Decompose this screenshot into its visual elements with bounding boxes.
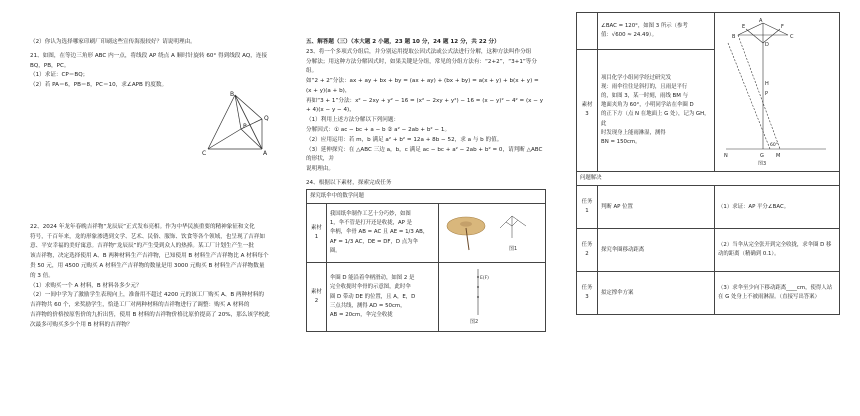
q23-part3: （3）延伸探究：在 △ABC 三边 a，b，c 满足 ac − bc + a² − 2ab + b² = 0，请判断 △ABC 的形状，并 — [306, 146, 543, 163]
middle-column — [306, 38, 546, 416]
material-3-line: 地面夹角为 60°，小明同学站在伞圈 D — [601, 102, 694, 109]
figure-3-caption: 图3 — [758, 161, 767, 165]
task-3-label: 任务3 — [577, 272, 598, 315]
triangle-figure — [30, 91, 285, 161]
q22-part2-line: （2）一间中学为了激励学生表现向上，准备用不超过 4200 元的该工厂购买 A、B 两种材料的 — [30, 292, 264, 299]
material-1-line: 伞柄，伞骨 AB = AC 且 AE = 1/3 AB， — [329, 229, 429, 236]
fig3-angle: 60° — [770, 143, 778, 148]
material-3-line: 的，如图 3，某一时刻，雨线 BM 与 — [601, 92, 688, 99]
material-2-text — [326, 263, 438, 332]
material-2-line: 伞圈 D 能沿着伞柄滑动，如图 2 是 — [329, 275, 415, 282]
q22-part2-line: 吉祥物共 60 个，来奖励学生，恰逢工厂对两种材料的吉祥物进行了调整：购买 A 材料的 — [30, 302, 250, 309]
q22-line: 的 3 倍。 — [30, 272, 54, 279]
material-1-label: 素材1 — [307, 203, 327, 262]
q22-part2-line: 吉祥物的价格按原售价的九折出售，使用 B 材料的吉祥物价格比原价提高了 20%，那么该学校此 — [30, 311, 270, 318]
task-1-label: 任务1 — [577, 186, 598, 229]
materials-table — [306, 189, 546, 333]
figure-2-label: E(F) — [480, 276, 489, 282]
umbrella-figure — [442, 206, 542, 256]
label-A: A — [263, 149, 268, 157]
figure-2-caption: 图2 — [470, 319, 479, 326]
q23-part2: （2）应用运用：若 m，b 满足 a² + b² = 12a + 8b − 52，求 a 与 b 的值。 — [306, 136, 503, 143]
fig3-label-H: H — [765, 81, 769, 87]
material-3-table — [576, 12, 840, 315]
material-3-line: 项目化学小组同学经过研究发 — [601, 74, 672, 81]
q22-part1: （1）求购买一个 A 材料，B 材料各多少元？ — [30, 282, 142, 289]
material-2-line: 圈 D 带动 DE 的位置，且 A，E，D — [329, 293, 416, 300]
material-1-line: 1，伞不管是打开还是收拢，AP 是 — [329, 220, 413, 227]
material-3-line: BN = 150cm。 — [601, 138, 641, 145]
section-title: 五、解答题（三）（本大题 2 小题，23 题 10 分，24 题 12 分，共 22 分） — [306, 39, 500, 45]
left-column — [30, 38, 285, 416]
fig3-label-A: A — [759, 18, 763, 24]
right-column — [576, 12, 840, 416]
figure-3-cell — [715, 13, 840, 172]
q21-stem-1: 21、如图，在等边三角形 ABC 内一点，将线段 AP 绕点 A 顺时针旋转 60° 得到线段 AQ，连接 — [30, 52, 268, 59]
task-2-answer: （2）当伞从完全张开到完全收拢，求伞圈 D 移动的距离（精确到 0.1）。 — [715, 229, 840, 272]
material-3-line: 现：雨伞往往是斜打的，且雨是平行 — [601, 83, 688, 90]
q20-part2: （2）你认为选择哪家印刷厂印刷这些宣传海报较好？请说明理由。 — [30, 39, 196, 45]
figure-2-cell — [439, 263, 546, 332]
q23-line: 23、将一个多项式分组后，并分别运用提取公因式法或公式法进行分解，这种方法叫作分组 — [306, 48, 532, 55]
q22-line: 符号，千百年来，龙的形象渗透到文学、艺术、民俗、服饰、饮食等各个领域，也呈现了吉祥如 — [30, 233, 265, 240]
q22-line: 贵 50 元，用 4500 元购买 A 材料生产吉祥物的数量是用 3000 元购买 B 材料生产吉祥物数量 — [30, 263, 265, 270]
material-2-line: AB = 20cm，伞完全收拢 — [329, 311, 393, 318]
q21-part1: （1）求证：CP＝BQ； — [30, 72, 89, 79]
q21-part2: （2）若 PA＝6，PB＝8，PC＝10，求∠APB 的度数。 — [30, 82, 168, 89]
q22-line: 意、平安幸福的美好寓意。吉祥物“龙辰辰”的产生受到众人的热捧。某工厂计划生产生一批 — [30, 243, 254, 250]
figure-q21 — [30, 91, 285, 161]
figure-1-caption: 图1 — [509, 245, 518, 252]
q23-part3b: 说明理由。 — [306, 166, 334, 173]
row0-line: ∠BAC = 120°，如图 3 所示（参考 — [601, 22, 688, 29]
q22-part2 — [30, 291, 285, 330]
fig3-label-D: D — [765, 42, 769, 48]
q21-stem-2: BQ，PB，PC。 — [30, 62, 70, 69]
q23-part1-sub: 分解因式：① ac − bc + a − b ② a² − 2ab + b² − 1。 — [306, 127, 451, 134]
material-1-text — [326, 203, 438, 262]
q23-example-2: 再如“3 + 1”分法：x² − 2xy + y² − 16 = (x² − 2xy + y²) − 16 = (x − y)² − 4² = (x − y + 4)(x − y − 4)， — [306, 97, 544, 114]
q23-part1: （1）利用上述方法分解以下列问题： — [306, 117, 400, 124]
fig3-label-G: G — [760, 153, 764, 159]
material-2-line: 三点共线，测得 AD = 50cm， — [329, 302, 406, 309]
figure-1-cell — [439, 203, 546, 262]
row0-line: 值：√600 ≈ 24.49）。 — [601, 31, 657, 38]
material-2-label: 素材2 — [307, 263, 327, 332]
label-B: B — [230, 90, 235, 98]
q22-line: 22、2024 年龙年春晚吉祥物“龙辰辰”正式发布亮相。作为中华民族重要的精神象征和文化 — [30, 223, 255, 230]
empty-label — [577, 13, 598, 50]
task-2-label: 任务2 — [577, 229, 598, 272]
closed-umbrella-figure — [442, 265, 542, 325]
material-3-text — [598, 49, 715, 172]
table-header: 探究纸伞中的数学问题 — [307, 189, 546, 203]
task-2-name: 探究伞圈移动距离 — [598, 229, 715, 272]
q22-part2-line: 次最多可购买多少个用 B 材料的吉祥物？ — [30, 321, 133, 328]
fig3-label-C: C — [790, 34, 794, 40]
fig3-label-M: M — [776, 153, 781, 159]
material-1-line: 圈。 — [329, 247, 341, 254]
task-3-answer: （3）求伞至少向下移动距离____cm，使得人站在 G 处身上不被雨淋湿。（直接写出答案） — [715, 272, 840, 315]
label-Q: Q — [264, 114, 269, 122]
q22-line: 该吉祥物，决定选择使用 A、B 两种材料生产吉祥物，已知使用 B 材料生产吉祥物比 A 材料每个 — [30, 253, 269, 260]
fig3-label-B: B — [732, 34, 736, 40]
label-C: C — [202, 149, 207, 157]
q24-title: 24、根据以下素材，探索完成任务 — [306, 179, 392, 186]
task-1-name: 判断 AP 位置 — [598, 186, 715, 229]
rain-umbrella-figure — [718, 15, 834, 165]
q23-example-1: 如“2 + 2”分法：ax + ay + bx + by = (ax + ay) + (bx + by) = a(x + y) + b(x + y) = (x + y)(a + b)， — [306, 78, 539, 94]
task-1-answer: （1）求证：AP 平分∠BAC。 — [715, 186, 840, 229]
fig3-label-P: P — [765, 91, 769, 97]
fig3-label-E: E — [742, 24, 746, 30]
material-3-label: 素材3 — [577, 49, 598, 172]
task-3-name: 拟定撑伞方案 — [598, 272, 715, 315]
material-1-line: 我国纸伞制作工艺十分巧妙，如图 — [329, 211, 411, 218]
problem-section-header: 问题解决 — [577, 172, 840, 186]
material-1-line: AF = 1/3 AC，DE = DF，D 点为伞 — [329, 238, 418, 245]
row0-text — [598, 13, 715, 50]
material-3-line: 时发现身上能雨淋湿，测得 — [601, 129, 666, 136]
q22-stem — [30, 223, 285, 282]
material-3-line: 的正下方（点 N 在地面上 G 处），记为 GH，此 — [601, 111, 710, 127]
q23-line: 分解法；用这种方法分解因式时，如果关键是分组，常见的分组方法有：“2+2”，“3+1”等分组。 — [306, 58, 537, 75]
material-2-line: 完全收拢时伞骨的示意图，此时伞 — [329, 284, 411, 291]
fig3-label-F: F — [781, 24, 784, 30]
fig3-label-N: N — [724, 153, 728, 159]
label-P: P — [243, 122, 247, 130]
